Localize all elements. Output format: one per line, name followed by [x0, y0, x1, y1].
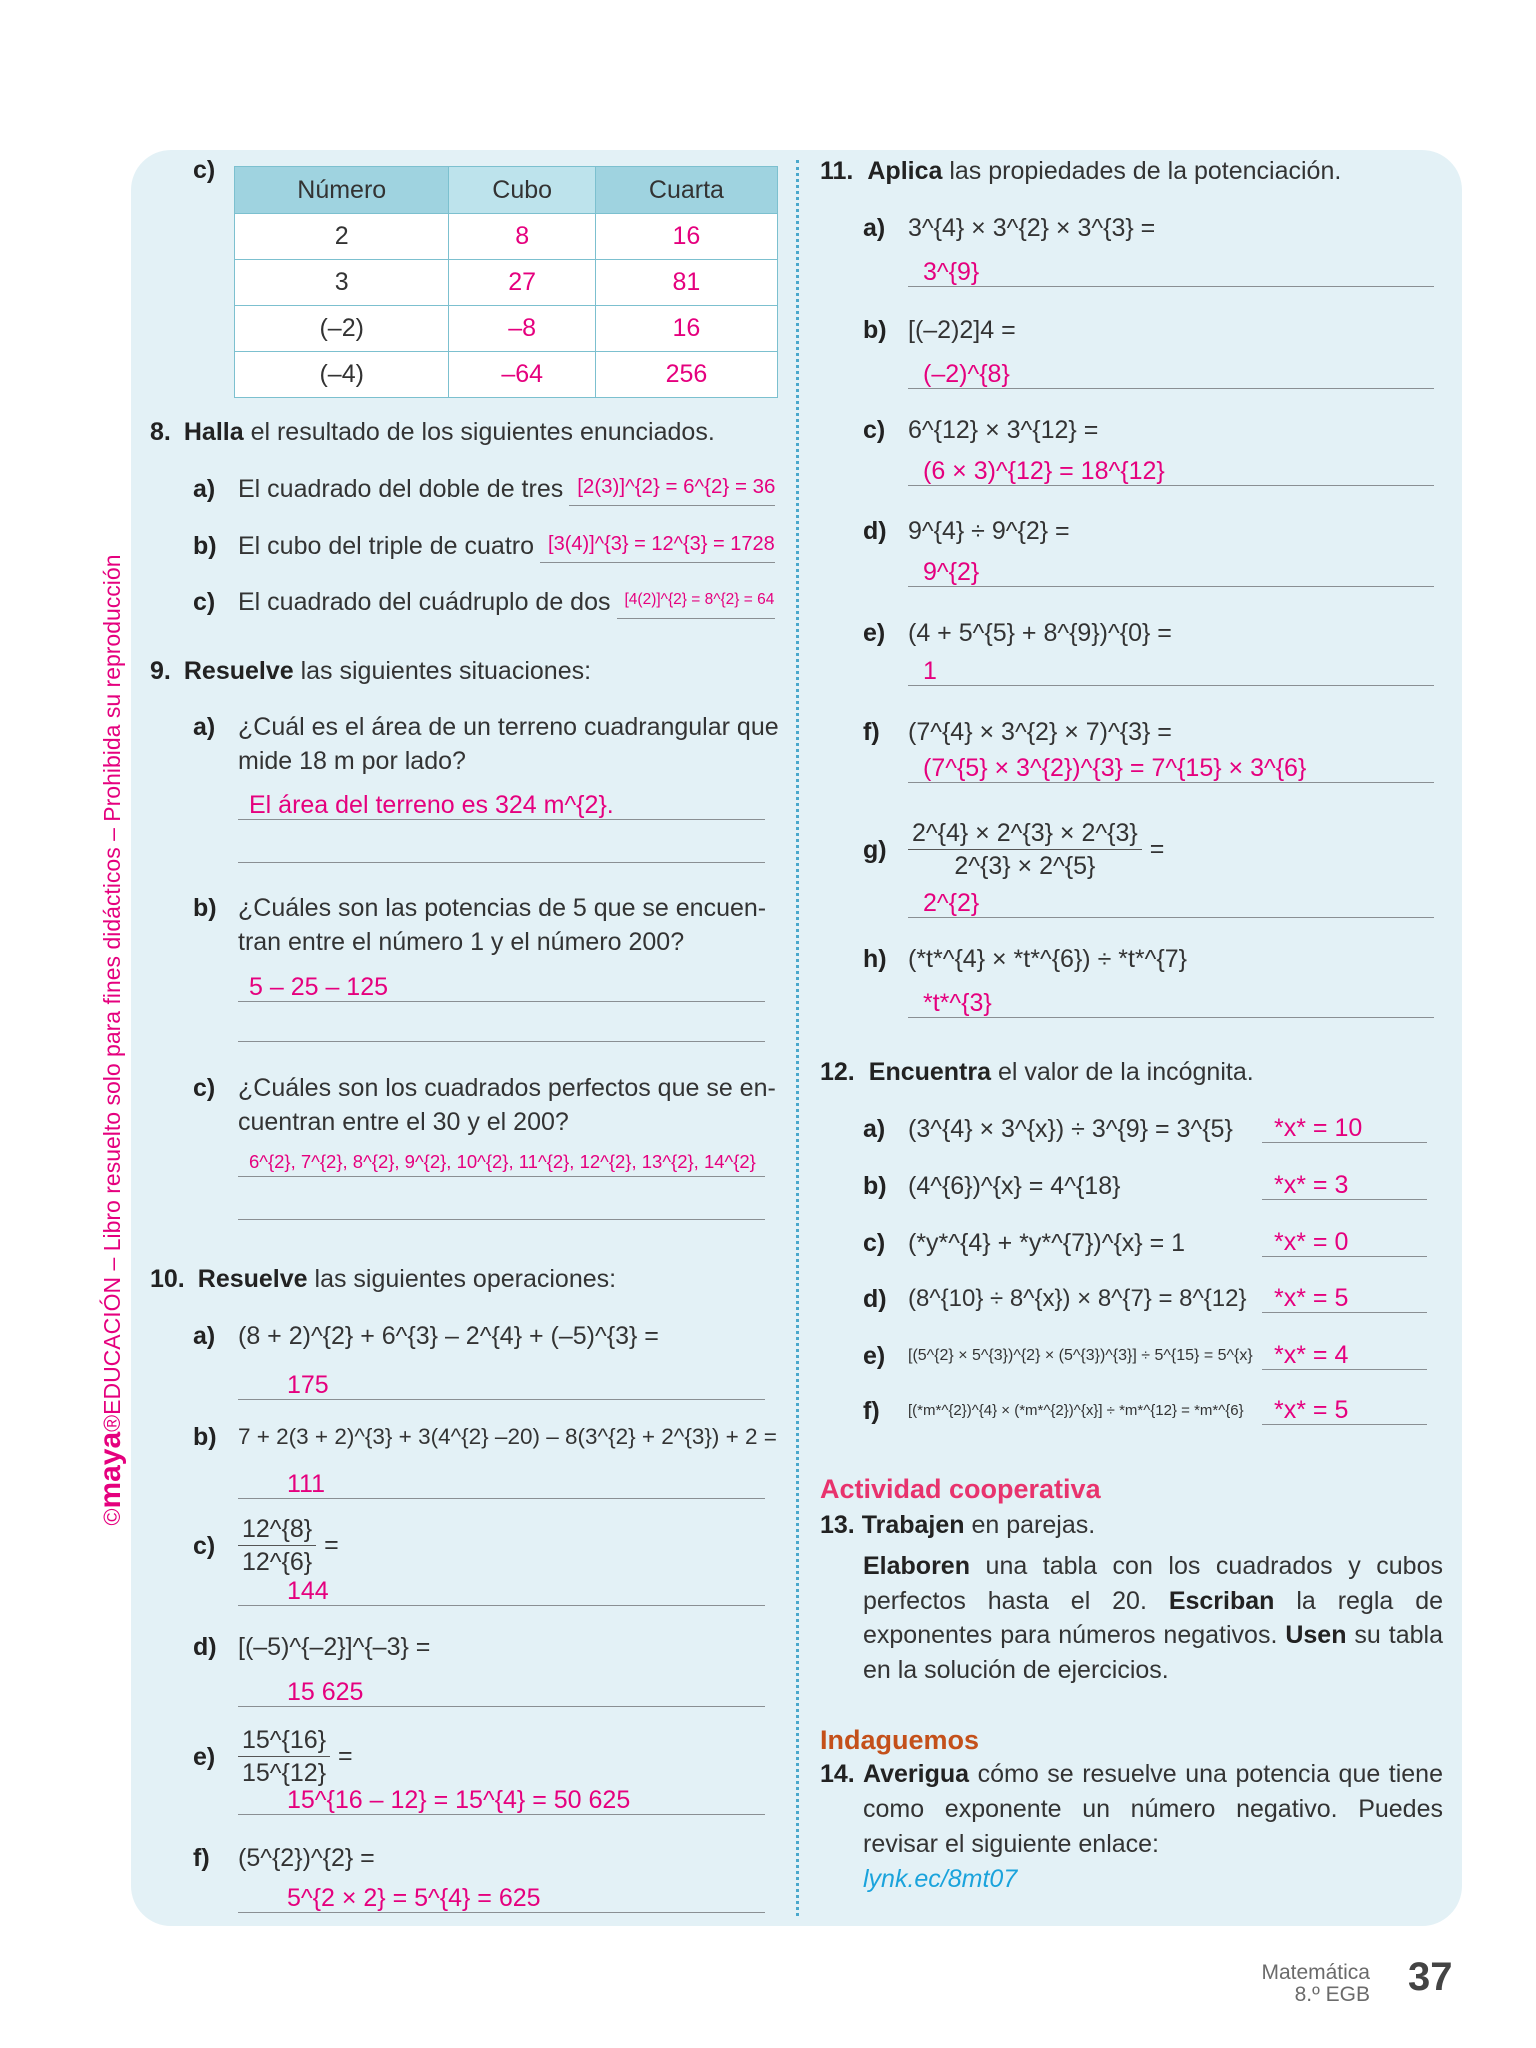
- expression: (3^{4} × 3^{x}) ÷ 3^{9} = 3^{5}: [908, 1115, 1233, 1143]
- answer-line: *x* = 5: [1262, 1283, 1427, 1313]
- q13-instructions: [863, 1549, 1443, 1687]
- indaguemos-heading: Indaguemos: [820, 1725, 980, 1755]
- q13-title: [820, 1508, 1095, 1542]
- fraction: [238, 1724, 353, 1789]
- item-label: a): [193, 713, 216, 741]
- cell-number: (–4): [235, 352, 449, 398]
- cell-cube: –64: [449, 352, 595, 398]
- copyright-sidebar: [94, 554, 128, 1525]
- answer-line: *x* = 3: [1262, 1170, 1427, 1200]
- bold-escriban: Escriban: [1168, 1586, 1275, 1615]
- q8-verb: Halla: [183, 418, 244, 446]
- item-label: h): [863, 945, 887, 973]
- denominator: 15^{12}: [242, 1759, 327, 1787]
- resource-link[interactable]: lynk.ec/8mt07: [863, 1865, 1018, 1893]
- blank-line: [238, 862, 765, 863]
- item-label: c): [193, 1074, 216, 1102]
- expression: (4^{6})^{x} = 4^{18}: [908, 1172, 1121, 1200]
- q14-rest: cómo se resuelve una potencia que tiene como exponente un número negativo. Puedes revisar el siguiente enlace:: [863, 1760, 1443, 1858]
- item-label: a): [193, 1322, 216, 1350]
- item-label: b): [193, 1423, 217, 1451]
- q13-number: 13.: [820, 1511, 855, 1539]
- item-label: b): [193, 532, 217, 560]
- expression: (8^{10} ÷ 8^{x}) × 8^{7} = 8^{12}: [908, 1285, 1247, 1312]
- item-label: d): [863, 1285, 887, 1313]
- item-label: d): [863, 517, 887, 545]
- numerator: 12^{8}: [238, 1513, 316, 1546]
- q12-rest: el valor de la incógnita.: [991, 1058, 1254, 1086]
- item-label: g): [863, 836, 887, 864]
- q11-verb: Aplica: [867, 157, 943, 185]
- answer-line: (–2)^{8}: [908, 359, 1434, 389]
- item-label: f): [863, 718, 880, 746]
- q14-number: 14.: [820, 1760, 855, 1788]
- expression: [(*m*^{2})^{4} × (*m*^{2})^{x}] ÷ *m*^{12} = *m*^{6}: [908, 1402, 1244, 1419]
- cell-cube: –8: [449, 306, 595, 352]
- statement-text: El cuadrado del cuádruplo de dos: [238, 588, 611, 616]
- cell-number: 2: [235, 214, 449, 260]
- header-cubo: Cubo: [449, 167, 595, 214]
- q12-verb: Encuentra: [868, 1058, 992, 1086]
- q11-title: [820, 154, 1341, 188]
- fraction-body: [238, 1513, 316, 1578]
- expression: (*t*^{4} × *t*^{6}) ÷ *t*^{7}: [908, 945, 1187, 973]
- item-label: a): [863, 1115, 886, 1143]
- blank-line: [238, 1219, 765, 1220]
- fraction: [908, 817, 1164, 882]
- fraction-body: [238, 1724, 330, 1789]
- item-label: c): [193, 588, 216, 616]
- expression: (5^{2})^{2} =: [238, 1844, 375, 1872]
- q13-verb: Trabajen: [861, 1511, 965, 1539]
- item-label: f): [863, 1397, 880, 1425]
- item-label: b): [193, 894, 217, 922]
- item-label: e): [193, 1743, 216, 1771]
- expression: 9^{4} ÷ 9^{2} =: [908, 517, 1070, 545]
- equals: =: [1149, 835, 1165, 863]
- cell-fourth: 16: [595, 214, 777, 260]
- q12-number: 12.: [820, 1058, 855, 1086]
- item-label: e): [863, 1342, 886, 1370]
- cell-fourth: 81: [595, 260, 777, 306]
- item-label: a): [863, 214, 886, 242]
- answer-line: [3(4)]^{3} = 12^{3} = 1728: [540, 529, 775, 563]
- item-label: a): [193, 475, 216, 503]
- expression: (8 + 2)^{2} + 6^{3} – 2^{4} + (–5)^{3} =: [238, 1322, 659, 1350]
- table-row: [235, 214, 778, 260]
- equals: =: [324, 1531, 339, 1559]
- answer-line: 5 – 25 – 125: [238, 972, 765, 1002]
- q14-verb: Averigua: [863, 1760, 970, 1788]
- answer-line: 2^{2}: [908, 888, 1434, 918]
- answer-line: 3^{9}: [908, 257, 1434, 287]
- answer-line: 144: [238, 1576, 765, 1606]
- header-cuarta: Cuarta: [595, 167, 777, 214]
- answer-line: *x* = 4: [1262, 1340, 1427, 1370]
- statement-text: El cuadrado del doble de tres: [238, 475, 564, 503]
- answer-line: 1: [908, 656, 1434, 686]
- answer-line: [4(2)]^{2} = 8^{2} = 64: [617, 585, 776, 619]
- q12-title: [820, 1055, 1254, 1089]
- question-line: ¿Cuál es el área de un terreno cuadrangular que: [238, 713, 779, 741]
- answer-line: 15^{16 – 12} = 15^{4} = 50 625: [238, 1785, 765, 1815]
- statement-row: [238, 472, 775, 506]
- footer-grade: 8.º EGB: [1294, 1983, 1370, 2006]
- answer-line: 5^{2 × 2} = 5^{4} = 625: [238, 1883, 765, 1913]
- expression: (7^{4} × 3^{2} × 7)^{3} =: [908, 718, 1172, 746]
- q8-title: [150, 415, 715, 449]
- expression: (4 + 5^{5} + 8^{9})^{0} =: [908, 619, 1172, 647]
- expression: (*y*^{4} + *y*^{7})^{x} = 1: [908, 1229, 1186, 1257]
- header-numero: Número: [235, 167, 449, 214]
- table-row: [235, 352, 778, 398]
- cell-fourth: 256: [595, 352, 777, 398]
- q10-number: 10.: [150, 1265, 185, 1293]
- expression: [(5^{2} × 5^{3})^{2} × (5^{3})^{3}] ÷ 5^{15} = 5^{x}: [908, 1347, 1253, 1364]
- answer-line: El área del terreno es 324 m^{2}.: [238, 790, 765, 820]
- table-row: [235, 260, 778, 306]
- q8-number: 8.: [150, 418, 171, 446]
- answer-line: *t*^{3}: [908, 988, 1434, 1018]
- instr-1: una tabla con los cuadrados y cubos perfectos hasta el 20.: [863, 1552, 1443, 1615]
- q9-title: [150, 654, 591, 688]
- question-line: mide 18 m por lado?: [238, 747, 466, 775]
- fraction-body: [908, 817, 1142, 882]
- page-number: 37: [1408, 1955, 1453, 1999]
- q10-title: [150, 1262, 616, 1296]
- answer-line: (6 × 3)^{12} = 18^{12}: [908, 456, 1434, 486]
- cell-fourth: 16: [595, 306, 777, 352]
- question-line: ¿Cuáles son los cuadrados perfectos que se en-: [238, 1074, 776, 1102]
- q9-number: 9.: [150, 657, 171, 685]
- item-label: b): [863, 1172, 887, 1200]
- question-line: ¿Cuáles son las potencias de 5 que se encuen-: [238, 894, 767, 922]
- powers-table: [234, 166, 778, 398]
- cell-cube: 27: [449, 260, 595, 306]
- expression: 7 + 2(3 + 2)^{3} + 3(4^{2} –20) – 8(3^{2} + 2^{3}) + 2 =: [238, 1424, 777, 1449]
- q7c-label: c): [193, 156, 216, 184]
- fraction: [238, 1513, 339, 1578]
- cell-number: 3: [235, 260, 449, 306]
- answer-line: 175: [238, 1370, 765, 1400]
- q9-verb: Resuelve: [183, 657, 294, 685]
- question-line: cuentran entre el 30 y el 200?: [238, 1108, 569, 1136]
- brand-logo: maya: [94, 1431, 127, 1509]
- answer-line: *x* = 10: [1262, 1113, 1427, 1143]
- cell-cube: 8: [449, 214, 595, 260]
- item-label: c): [863, 416, 886, 444]
- q13-rest: en parejas.: [964, 1511, 1096, 1539]
- answer-line: (7^{5} × 3^{2})^{3} = 7^{15} × 3^{6}: [908, 753, 1434, 783]
- statement-row: [238, 529, 775, 563]
- instr-2: la regla de exponentes para números negativos.: [863, 1586, 1444, 1649]
- q10-verb: Resuelve: [197, 1265, 308, 1293]
- table-row: [235, 306, 778, 352]
- bold-elaboren: Elaboren: [863, 1552, 970, 1580]
- item-label: d): [193, 1633, 217, 1661]
- expression: 3^{4} × 3^{2} × 3^{3} =: [908, 214, 1156, 242]
- expression: 6^{12} × 3^{12} =: [908, 416, 1099, 444]
- item-label: c): [863, 1229, 886, 1257]
- question-line: tran entre el número 1 y el número 200?: [238, 928, 685, 956]
- cell-number: (–2): [235, 306, 449, 352]
- answer-line: [2(3)]^{2} = 6^{2} = 36: [569, 472, 775, 506]
- item-label: e): [863, 619, 886, 647]
- item-label: c): [193, 1532, 216, 1560]
- item-label: b): [863, 316, 887, 344]
- denominator: 2^{3} × 2^{5}: [954, 852, 1096, 880]
- column-divider: [796, 160, 799, 1916]
- bold-usen: Usen: [1285, 1621, 1347, 1649]
- expression: [(–5)^{–2}]^{–3} =: [238, 1633, 431, 1661]
- q11-rest: las propiedades de la potenciación.: [942, 157, 1342, 185]
- answer-line: 6^{2}, 7^{2}, 8^{2}, 9^{2}, 10^{2}, 11^{2}, 12^{2}, 13^{2}, 14^{2}: [238, 1147, 765, 1177]
- numerator: 2^{4} × 2^{3} × 2^{3}: [908, 817, 1142, 850]
- q10-rest: las siguientes operaciones:: [307, 1265, 617, 1293]
- q11-number: 11.: [820, 157, 854, 185]
- denominator: 12^{6}: [242, 1548, 313, 1576]
- item-label: f): [193, 1844, 210, 1872]
- q14-text: [863, 1757, 1443, 1897]
- answer-line: 9^{2}: [908, 557, 1434, 587]
- numerator: 15^{16}: [238, 1724, 330, 1757]
- copyright-symbol: ©: [99, 1508, 125, 1526]
- footer-subject: Matemática: [1261, 1961, 1370, 1984]
- expression: [(–2)2]4 =: [908, 316, 1016, 344]
- cooperative-activity-heading: Actividad cooperativa: [820, 1474, 1101, 1504]
- blank-line: [238, 1041, 765, 1042]
- answer-line: *x* = 0: [1262, 1227, 1427, 1257]
- answer-line: 15 625: [238, 1677, 765, 1707]
- q9-rest: las siguientes situaciones:: [293, 657, 592, 685]
- statement-text: El cubo del triple de cuatro: [238, 532, 535, 560]
- answer-line: 111: [238, 1469, 765, 1499]
- statement-row: [238, 585, 775, 619]
- equals: =: [338, 1742, 353, 1770]
- answer-line: *x* = 5: [1262, 1395, 1427, 1425]
- q8-rest: el resultado de los siguientes enunciados.: [243, 418, 715, 446]
- copyright-text: ®EDUCACIÓN – Libro resuelto solo para fines didácticos – Prohibida su reproducción: [99, 554, 125, 1432]
- instr-3: su tabla en la solución de ejercicios.: [863, 1621, 1443, 1684]
